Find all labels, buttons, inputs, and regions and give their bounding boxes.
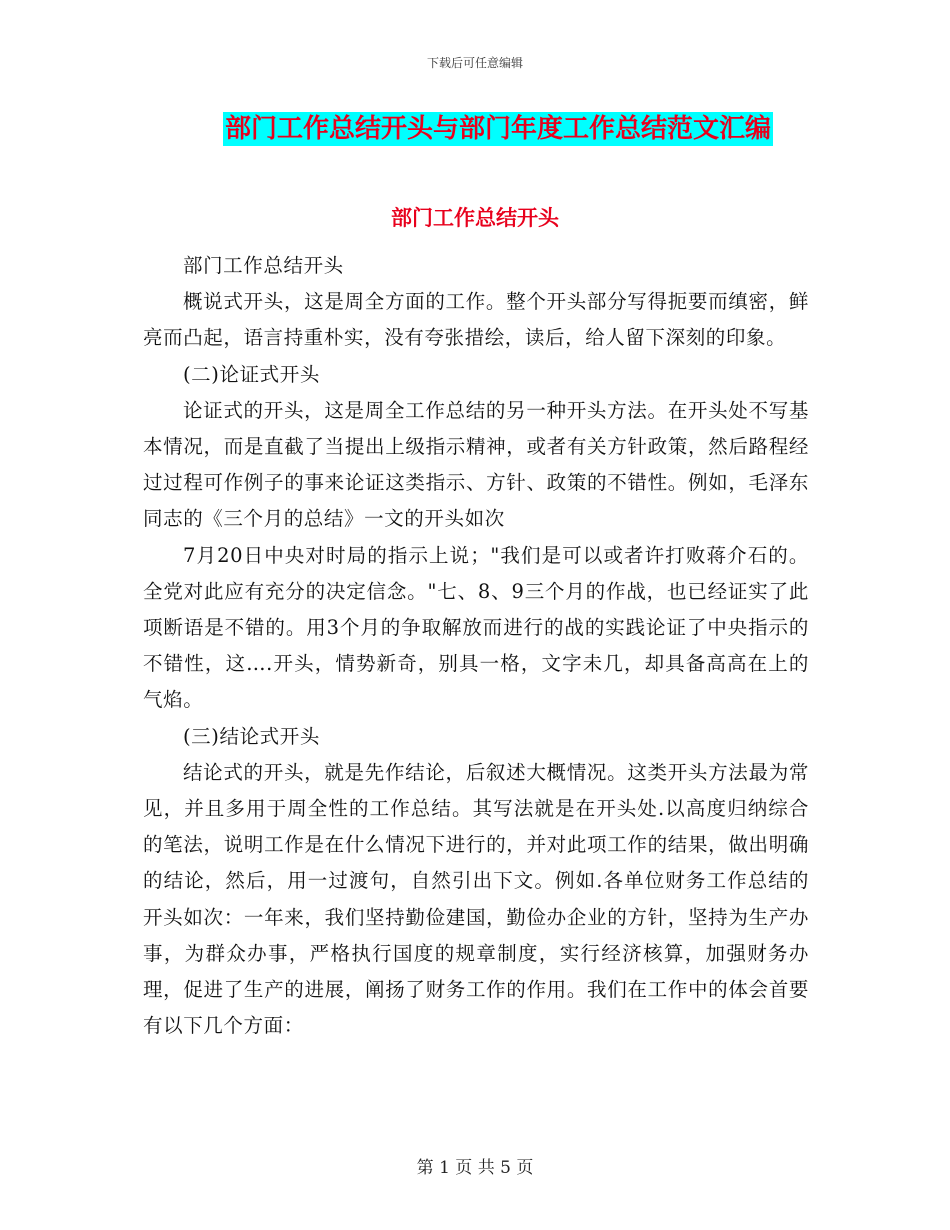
- paragraph-6: (三)结论式开头: [182, 724, 320, 748]
- page-number-footer: 第 1 页 共 5 页: [416, 1158, 534, 1178]
- main-title-container: [0, 112, 950, 146]
- document-main-title: 部门工作总结开头与部门年度工作总结范文汇编: [224, 114, 771, 144]
- page-header-note: 下载后可任意编辑: [426, 56, 523, 70]
- paragraph-1: 部门工作总结开头: [182, 254, 344, 277]
- paragraph-7: 结论式的开头，就是先作结论，后叙述大概情况。这类开头方法最为常见，并且多用于周全性的工作总结。其写法就是在开头处.以高度归纳综合的笔法，说明工作是在什么情况下进行的，并对此项工作的结果，做出明确的结论，然后，用一过渡句，自然引出下文。例如.各单位财务工作总结的开头如次：一年来，我们坚持勤俭建国，勤俭办企业的方针，坚持为生产办事，为群众办事，严格执行国度的规章制度，实行经济核算，加强财务办理，促进了生产的进展，阐扬了财务工作的作用。我们在工作中的体会首要有以下几个方面：: [143, 760, 809, 1038]
- paragraph-5: 7月20日中央对时局的指示上说；"我们是可以或者许打败蒋介石的。全党对此应有充分的决定信念。"七、8、9三个月的作战，也已经证实了此项断语是不错的。用3个月的争取解放而进行的战的实践论证了中央指示的不错性，这….开头，情势新奇，别具一格，文字未几，却具备高高在上的气焰。: [143, 543, 809, 712]
- section-title: 部门工作总结开头: [391, 206, 559, 230]
- paragraph-4: 论证式的开头，这是周全工作总结的另一种开头方法。在开头处不写基本情况，而是直截了当提出上级指示精神，或者有关方针政策，然后路程经过过程可作例子的事来论证这类指示、方针、政策的不错性。例如，毛泽东同志的《三个月的总结》一文的开头如次: [143, 398, 809, 531]
- document-body: [143, 248, 809, 1044]
- paragraph-2: 概说式开头，这是周全方面的工作。整个开头部分写得扼要而缜密，鲜亮而凸起，语言持重朴实，没有夸张措绘，读后，给人留下深刻的印象。: [143, 290, 809, 350]
- paragraph-3: (二)论证式开头: [182, 362, 320, 386]
